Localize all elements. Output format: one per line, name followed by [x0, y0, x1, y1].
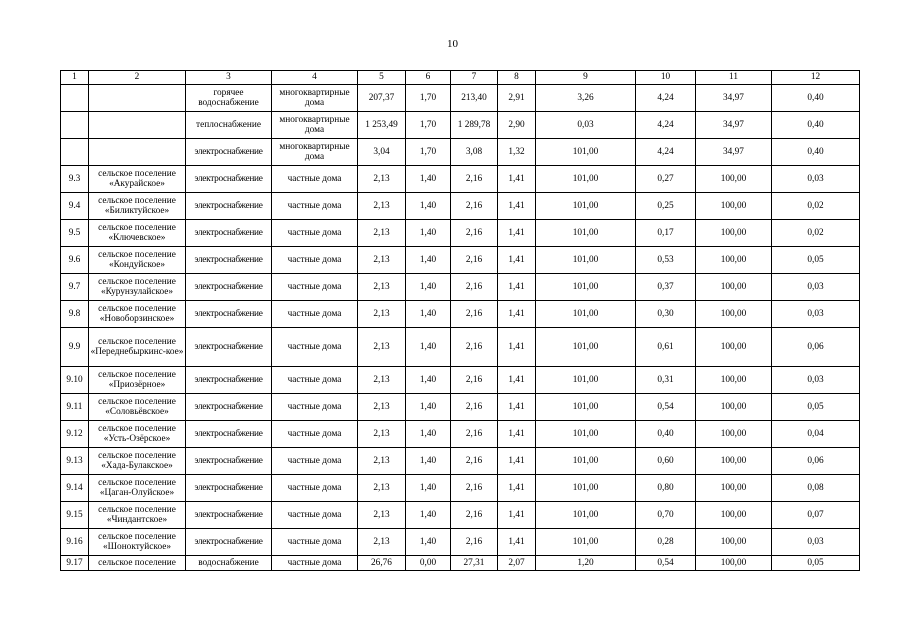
value-cell: 101,00: [536, 448, 636, 475]
value-cell: 0,04: [772, 421, 860, 448]
table-header-row: [61, 71, 860, 85]
value-cell: 213,40: [451, 85, 498, 112]
service-cell: электроснабжение: [186, 394, 272, 421]
value-cell: 1,40: [406, 328, 451, 367]
header-cell: 6: [406, 71, 451, 85]
value-cell: 2,13: [358, 421, 406, 448]
settlement-cell: сельское поселение «Приозёрное»: [89, 367, 186, 394]
row-number: [61, 139, 89, 166]
value-cell: 2,16: [451, 502, 498, 529]
value-cell: 0,02: [772, 193, 860, 220]
service-cell: электроснабжение: [186, 247, 272, 274]
value-cell: 2,16: [451, 247, 498, 274]
value-cell: 2,13: [358, 502, 406, 529]
header-cell: 1: [61, 71, 89, 85]
value-cell: 2,16: [451, 394, 498, 421]
value-cell: 2,13: [358, 220, 406, 247]
value-cell: 1,40: [406, 475, 451, 502]
settlement-cell: сельское поселение «Курунзулайское»: [89, 274, 186, 301]
value-cell: 0,03: [772, 166, 860, 193]
table-row: [61, 274, 860, 301]
value-cell: 3,08: [451, 139, 498, 166]
value-cell: 1,40: [406, 367, 451, 394]
settlement-cell: сельское поселение «Усть-Озёрское»: [89, 421, 186, 448]
value-cell: 2,16: [451, 448, 498, 475]
value-cell: 0,40: [772, 85, 860, 112]
value-cell: 0,80: [636, 475, 696, 502]
header-cell: 8: [498, 71, 536, 85]
value-cell: 0,00: [406, 556, 451, 571]
value-cell: 101,00: [536, 394, 636, 421]
value-cell: 0,40: [636, 421, 696, 448]
value-cell: 2,16: [451, 220, 498, 247]
value-cell: 101,00: [536, 220, 636, 247]
value-cell: 1,32: [498, 139, 536, 166]
header-cell: 4: [272, 71, 358, 85]
service-cell: теплоснабжение: [186, 112, 272, 139]
value-cell: 1,41: [498, 193, 536, 220]
value-cell: 2,13: [358, 301, 406, 328]
settlement-cell: сельское поселение «Чиндантское»: [89, 502, 186, 529]
value-cell: 100,00: [696, 475, 772, 502]
header-cell: 9: [536, 71, 636, 85]
value-cell: 0,06: [772, 328, 860, 367]
value-cell: 1,40: [406, 193, 451, 220]
value-cell: 100,00: [696, 421, 772, 448]
row-number: 9.15: [61, 502, 89, 529]
value-cell: 2,90: [498, 112, 536, 139]
row-number: 9.5: [61, 220, 89, 247]
value-cell: 0,70: [636, 502, 696, 529]
header-cell: 5: [358, 71, 406, 85]
row-number: [61, 112, 89, 139]
value-cell: 100,00: [696, 367, 772, 394]
row-number: 9.16: [61, 529, 89, 556]
value-cell: 0,05: [772, 556, 860, 571]
housing-cell: частные дома: [272, 247, 358, 274]
settlement-cell: сельское поселение «Соловьёвское»: [89, 394, 186, 421]
value-cell: 0,07: [772, 502, 860, 529]
value-cell: 0,25: [636, 193, 696, 220]
value-cell: 1,40: [406, 166, 451, 193]
value-cell: 100,00: [696, 394, 772, 421]
service-cell: электроснабжение: [186, 421, 272, 448]
table-row: [61, 328, 860, 367]
housing-cell: частные дома: [272, 448, 358, 475]
value-cell: 2,07: [498, 556, 536, 571]
table-row: [61, 166, 860, 193]
value-cell: 1,40: [406, 421, 451, 448]
settlement-cell: сельское поселение «Шоноктуйское»: [89, 529, 186, 556]
value-cell: 100,00: [696, 247, 772, 274]
housing-cell: частные дома: [272, 301, 358, 328]
table-row: [61, 193, 860, 220]
value-cell: 2,16: [451, 166, 498, 193]
value-cell: 4,24: [636, 85, 696, 112]
service-cell: горячее водоснабжение: [186, 85, 272, 112]
housing-cell: частные дома: [272, 220, 358, 247]
value-cell: 1,41: [498, 529, 536, 556]
table-row: [61, 85, 860, 112]
value-cell: 100,00: [696, 556, 772, 571]
table-row: [61, 502, 860, 529]
value-cell: 0,60: [636, 448, 696, 475]
table-row: [61, 247, 860, 274]
settlement-cell: сельское поселение «Акурайское»: [89, 166, 186, 193]
housing-cell: многоквартирные дома: [272, 139, 358, 166]
value-cell: 1,41: [498, 421, 536, 448]
value-cell: 101,00: [536, 193, 636, 220]
value-cell: 100,00: [696, 166, 772, 193]
value-cell: 26,76: [358, 556, 406, 571]
value-cell: 0,03: [772, 367, 860, 394]
value-cell: 0,06: [772, 448, 860, 475]
value-cell: 0,37: [636, 274, 696, 301]
value-cell: 0,61: [636, 328, 696, 367]
service-cell: электроснабжение: [186, 367, 272, 394]
value-cell: 1,41: [498, 475, 536, 502]
table-row: [61, 475, 860, 502]
value-cell: 3,26: [536, 85, 636, 112]
value-cell: 34,97: [696, 139, 772, 166]
table-row: [61, 112, 860, 139]
value-cell: 4,24: [636, 139, 696, 166]
value-cell: 2,16: [451, 475, 498, 502]
row-number: 9.3: [61, 166, 89, 193]
header-cell: 2: [89, 71, 186, 85]
housing-cell: частные дома: [272, 502, 358, 529]
value-cell: 100,00: [696, 220, 772, 247]
value-cell: 1,41: [498, 502, 536, 529]
value-cell: 1,40: [406, 301, 451, 328]
value-cell: 1,40: [406, 448, 451, 475]
value-cell: 2,16: [451, 421, 498, 448]
value-cell: 2,13: [358, 247, 406, 274]
value-cell: 101,00: [536, 367, 636, 394]
value-cell: 101,00: [536, 529, 636, 556]
value-cell: 1,41: [498, 394, 536, 421]
value-cell: 1,40: [406, 529, 451, 556]
row-number: 9.7: [61, 274, 89, 301]
value-cell: 0,28: [636, 529, 696, 556]
value-cell: 0,31: [636, 367, 696, 394]
value-cell: 2,16: [451, 193, 498, 220]
value-cell: 0,27: [636, 166, 696, 193]
value-cell: 101,00: [536, 274, 636, 301]
header-cell: 7: [451, 71, 498, 85]
table-row: [61, 301, 860, 328]
housing-cell: частные дома: [272, 274, 358, 301]
value-cell: 0,40: [772, 139, 860, 166]
table-row: [61, 529, 860, 556]
value-cell: 101,00: [536, 166, 636, 193]
value-cell: 101,00: [536, 301, 636, 328]
value-cell: 101,00: [536, 328, 636, 367]
value-cell: 3,04: [358, 139, 406, 166]
service-cell: электроснабжение: [186, 193, 272, 220]
row-number: 9.12: [61, 421, 89, 448]
row-number: 9.17: [61, 556, 89, 571]
value-cell: 101,00: [536, 502, 636, 529]
value-cell: 1,41: [498, 367, 536, 394]
value-cell: 1,70: [406, 139, 451, 166]
header-cell: 12: [772, 71, 860, 85]
value-cell: 0,08: [772, 475, 860, 502]
settlement-cell: сельское поселение «Новоборзинское»: [89, 301, 186, 328]
value-cell: 2,13: [358, 394, 406, 421]
service-cell: электроснабжение: [186, 220, 272, 247]
value-cell: 0,54: [636, 556, 696, 571]
value-cell: 1,40: [406, 247, 451, 274]
housing-cell: многоквартирные дома: [272, 85, 358, 112]
value-cell: 100,00: [696, 448, 772, 475]
value-cell: 0,03: [536, 112, 636, 139]
settlement-cell: сельское поселение «Биликтуйское»: [89, 193, 186, 220]
table-row: [61, 394, 860, 421]
settlement-cell: сельское поселение «Переднебыркинс-кое»: [89, 328, 186, 367]
value-cell: 207,37: [358, 85, 406, 112]
housing-cell: частные дома: [272, 556, 358, 571]
value-cell: 100,00: [696, 328, 772, 367]
settlement-cell: сельское поселение: [89, 556, 186, 571]
table-row: [61, 556, 860, 571]
service-cell: электроснабжение: [186, 166, 272, 193]
value-cell: 2,13: [358, 448, 406, 475]
service-cell: электроснабжение: [186, 475, 272, 502]
value-cell: 2,13: [358, 328, 406, 367]
value-cell: 2,16: [451, 328, 498, 367]
value-cell: 1,41: [498, 448, 536, 475]
value-cell: 101,00: [536, 247, 636, 274]
value-cell: 2,13: [358, 367, 406, 394]
value-cell: 1,41: [498, 220, 536, 247]
value-cell: 2,16: [451, 301, 498, 328]
header-cell: 10: [636, 71, 696, 85]
value-cell: 0,05: [772, 394, 860, 421]
settlement-cell: [89, 139, 186, 166]
housing-cell: частные дома: [272, 166, 358, 193]
housing-cell: частные дома: [272, 367, 358, 394]
value-cell: 1,20: [536, 556, 636, 571]
service-cell: электроснабжение: [186, 529, 272, 556]
housing-cell: частные дома: [272, 475, 358, 502]
value-cell: 0,53: [636, 247, 696, 274]
value-cell: 100,00: [696, 274, 772, 301]
service-cell: электроснабжение: [186, 301, 272, 328]
value-cell: 100,00: [696, 301, 772, 328]
service-cell: водоснабжение: [186, 556, 272, 571]
housing-cell: частные дома: [272, 529, 358, 556]
value-cell: 100,00: [696, 529, 772, 556]
value-cell: 2,13: [358, 274, 406, 301]
settlement-cell: [89, 112, 186, 139]
value-cell: 2,16: [451, 529, 498, 556]
service-cell: электроснабжение: [186, 274, 272, 301]
value-cell: 1,40: [406, 274, 451, 301]
value-cell: 0,02: [772, 220, 860, 247]
value-cell: 101,00: [536, 421, 636, 448]
housing-cell: многоквартирные дома: [272, 112, 358, 139]
value-cell: 34,97: [696, 112, 772, 139]
value-cell: 0,03: [772, 274, 860, 301]
service-cell: электроснабжение: [186, 448, 272, 475]
value-cell: 101,00: [536, 475, 636, 502]
settlement-cell: сельское поселение «Хада-Булакское»: [89, 448, 186, 475]
service-cell: электроснабжение: [186, 328, 272, 367]
value-cell: 100,00: [696, 502, 772, 529]
row-number: 9.9: [61, 328, 89, 367]
housing-cell: частные дома: [272, 421, 358, 448]
row-number: 9.8: [61, 301, 89, 328]
value-cell: 2,13: [358, 529, 406, 556]
header-cell: 3: [186, 71, 272, 85]
value-cell: 0,30: [636, 301, 696, 328]
row-number: 9.11: [61, 394, 89, 421]
value-cell: 2,13: [358, 475, 406, 502]
value-cell: 0,54: [636, 394, 696, 421]
value-cell: 0,05: [772, 247, 860, 274]
settlement-cell: сельское поселение «Ключевское»: [89, 220, 186, 247]
table-row: [61, 139, 860, 166]
value-cell: 1,41: [498, 274, 536, 301]
value-cell: 34,97: [696, 85, 772, 112]
value-cell: 1,41: [498, 328, 536, 367]
settlement-cell: [89, 85, 186, 112]
value-cell: 4,24: [636, 112, 696, 139]
value-cell: 0,40: [772, 112, 860, 139]
service-cell: электроснабжение: [186, 502, 272, 529]
housing-cell: частные дома: [272, 328, 358, 367]
value-cell: 1 289,78: [451, 112, 498, 139]
housing-cell: частные дома: [272, 394, 358, 421]
service-cell: электроснабжение: [186, 139, 272, 166]
page-number: 10: [447, 38, 458, 50]
table-row: [61, 448, 860, 475]
row-number: 9.6: [61, 247, 89, 274]
value-cell: 1,40: [406, 220, 451, 247]
value-cell: 2,91: [498, 85, 536, 112]
value-cell: 27,31: [451, 556, 498, 571]
header-cell: 11: [696, 71, 772, 85]
row-number: 9.13: [61, 448, 89, 475]
value-cell: 101,00: [536, 139, 636, 166]
table-row: [61, 421, 860, 448]
value-cell: 0,03: [772, 529, 860, 556]
tariff-table: [60, 70, 860, 571]
value-cell: 1,40: [406, 502, 451, 529]
value-cell: 1,41: [498, 166, 536, 193]
row-number: 9.14: [61, 475, 89, 502]
settlement-cell: сельское поселение «Кондуйское»: [89, 247, 186, 274]
value-cell: 1,41: [498, 301, 536, 328]
value-cell: 1,40: [406, 394, 451, 421]
table-row: [61, 220, 860, 247]
housing-cell: частные дома: [272, 193, 358, 220]
row-number: 9.10: [61, 367, 89, 394]
value-cell: 2,16: [451, 367, 498, 394]
settlement-cell: сельское поселение «Цаган-Олуйское»: [89, 475, 186, 502]
value-cell: 2,16: [451, 274, 498, 301]
value-cell: 1 253,49: [358, 112, 406, 139]
value-cell: 2,13: [358, 166, 406, 193]
value-cell: 0,17: [636, 220, 696, 247]
table-row: [61, 367, 860, 394]
value-cell: 1,41: [498, 247, 536, 274]
value-cell: 1,70: [406, 112, 451, 139]
value-cell: 1,70: [406, 85, 451, 112]
value-cell: 2,13: [358, 193, 406, 220]
value-cell: 100,00: [696, 193, 772, 220]
row-number: [61, 85, 89, 112]
row-number: 9.4: [61, 193, 89, 220]
value-cell: 0,03: [772, 301, 860, 328]
